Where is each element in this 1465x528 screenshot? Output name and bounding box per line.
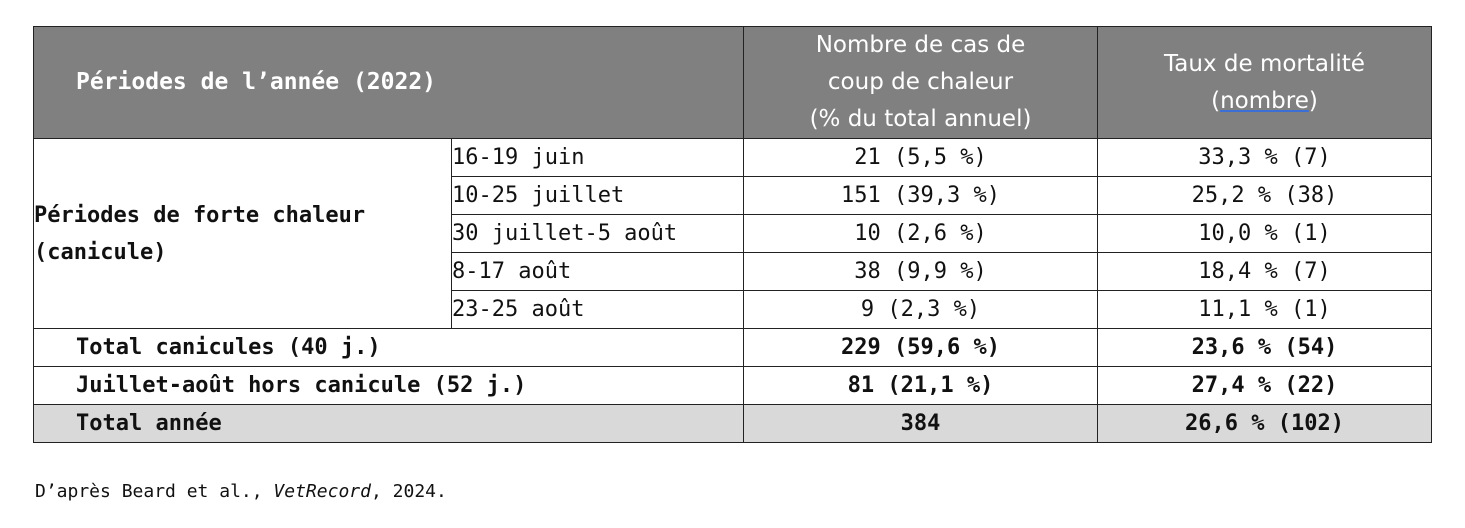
header-mortality-open: ( (1211, 87, 1221, 114)
row-mortality: 11,1 % (1) (1098, 291, 1432, 329)
header-mortality-word: nombre (1220, 87, 1309, 114)
row-cases: 151 (39,3 %) (744, 177, 1098, 215)
header-period: Périodes de l’année (2022) (34, 27, 744, 139)
header-cases (744, 27, 1098, 139)
row-period: 8-17 août (452, 253, 744, 291)
source-suffix: , 2024. (370, 481, 447, 502)
row-mortality: 33,3 % (7) (1098, 139, 1432, 177)
header-mortality-close: ) (1308, 87, 1318, 114)
row-period: 23-25 août (452, 291, 744, 329)
summary-mortality: 23,6 % (54) (1098, 329, 1432, 367)
table-row (34, 139, 1432, 177)
header-mortality (1098, 27, 1432, 139)
total-label: Total année (34, 405, 744, 443)
row-period: 30 juillet-5 août (452, 215, 744, 253)
summary-row (34, 367, 1432, 405)
summary-label: Juillet-août hors canicule (52 j.) (34, 367, 744, 405)
summary-cases: 81 (21,1 %) (744, 367, 1098, 405)
row-mortality: 18,4 % (7) (1098, 253, 1432, 291)
header-cases-line2: coup de chaleur (827, 69, 1014, 95)
header-cases-line1: Nombre de cas de (815, 32, 1026, 58)
heatwave-label-line2: (canicule) (34, 239, 167, 265)
header-cases-line3: (% du total annuel) (809, 106, 1032, 132)
heatwave-group-label (34, 139, 452, 329)
row-cases: 38 (9,9 %) (744, 253, 1098, 291)
heatstroke-table (33, 26, 1432, 443)
source-citation (35, 481, 447, 502)
total-mortality: 26,6 % (102) (1098, 405, 1432, 443)
header-mortality-line1: Taux de mortalité (1164, 50, 1365, 77)
summary-label: Total canicules (40 j.) (34, 329, 744, 367)
total-cases: 384 (744, 405, 1098, 443)
summary-mortality: 27,4 % (22) (1098, 367, 1432, 405)
summary-cases: 229 (59,6 %) (744, 329, 1098, 367)
row-cases: 9 (2,3 %) (744, 291, 1098, 329)
row-cases: 10 (2,6 %) (744, 215, 1098, 253)
summary-row (34, 329, 1432, 367)
row-cases: 21 (5,5 %) (744, 139, 1098, 177)
row-period: 10-25 juillet (452, 177, 744, 215)
row-mortality: 10,0 % (1) (1098, 215, 1432, 253)
heatwave-label-line1: Périodes de forte chaleur (34, 202, 366, 228)
row-mortality: 25,2 % (38) (1098, 177, 1432, 215)
row-period: 16-19 juin (452, 139, 744, 177)
table-header-row (34, 27, 1432, 139)
source-prefix: D’après Beard et al., (35, 481, 274, 502)
total-row (34, 405, 1432, 443)
source-journal: VetRecord (273, 481, 371, 502)
